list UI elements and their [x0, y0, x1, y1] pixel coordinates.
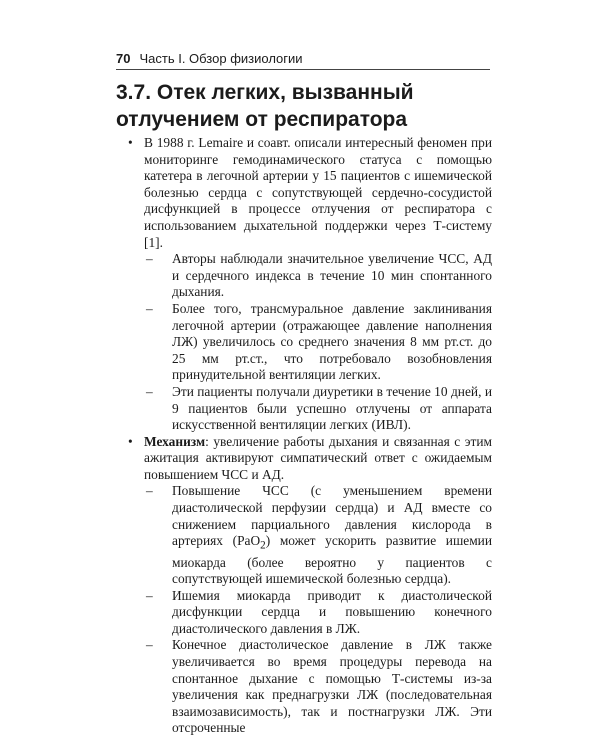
paragraph-text: В 1988 г. Lemaire и соавт. описали интересный феномен при мониторинге гемодинамического статуса с помощью катетера в легочной артерии у 15 пациентов с ишемической болезнью сердца с сопутствующей сердечно-сосудистой дисфункцией в процессе отлучения от респиратора с использованием дыхательной поддержки через Т-систему [1]. [144, 135, 492, 250]
paragraph-text: : увеличение работы дыхания и связанная с этим ажитация активируют симпатический ответ с ожидаемым повышением ЧСС и АД. [144, 433, 492, 482]
running-title: Часть I. Обзор физиологии [139, 51, 303, 66]
list-item [116, 301, 492, 384]
section-title-line1: 3.7. Отек легких, вызванный [116, 81, 414, 104]
list-item-text: Более того, трансмуральное давление заклинивания легочной артерии (отражающее давление наполнения ЛЖ) увеличилось со среднего значения 8 мм рт.ст. до 25 мм рт.ст., что потребовало возобновления принудительной вентиляции легких. [172, 300, 492, 383]
paragraph-lemaire [116, 135, 492, 251]
list-item-text: Конечное диастолическое давление в ЛЖ также увеличивается во время процедуры перевода на спонтанное дыхание с помощью Т-системы из-за увеличения как преднагрузки ЛЖ (последовательная взаимозависимость), так и постнагрузки ЛЖ. Эти отсроченные [172, 637, 492, 736]
dash-marker: – [146, 251, 153, 267]
running-header [116, 51, 490, 70]
list-item [116, 588, 492, 638]
list-item-text: Ишемия миокарда приводит к диастолической дисфункции сердца и повышению конечного диастолического давления в ЛЖ. [172, 587, 492, 636]
list-item [116, 483, 492, 587]
dash-marker: – [146, 483, 153, 499]
paragraph-mechanism [116, 434, 492, 484]
page-number: 70 [116, 51, 131, 66]
bullet-marker: • [128, 135, 133, 150]
section-title [116, 79, 496, 133]
list-item-text: Эти пациенты получали диуретики в течение 10 дней, и 9 пациентов были успешно отлучены от аппарата искусственной вентиляции легких (ИВЛ). [172, 383, 492, 433]
list-item [116, 251, 492, 301]
dash-marker: – [146, 637, 153, 653]
subscript: 2 [260, 539, 266, 552]
body-text [116, 135, 492, 737]
list-item [116, 384, 492, 434]
dash-marker: – [146, 300, 153, 316]
list-item-text: Авторы наблюдали значительное увеличение ЧСС, АД и сердечного индекса в течение 10 мин спонтанного дыхания. [172, 251, 492, 300]
list-item-text-part: ) может ускорить развитие ишемии миокарда (более вероятно у пациентов с сопутствующей ишемической болезнью сердца). [172, 533, 493, 587]
section-title-line2: отлучением от респиратора [116, 108, 408, 131]
dash-marker: – [146, 587, 153, 603]
mechanism-label: Механизм [144, 433, 206, 449]
list-item-text-part: Повышение ЧСС (с уменьшением времени диастолической перфузии сердца) и АД вместе со снижением парциального давления кислорода в артериях (PaO [172, 483, 492, 549]
dash-marker: – [146, 383, 153, 399]
list-item [116, 637, 492, 737]
bullet-marker: • [128, 433, 133, 449]
